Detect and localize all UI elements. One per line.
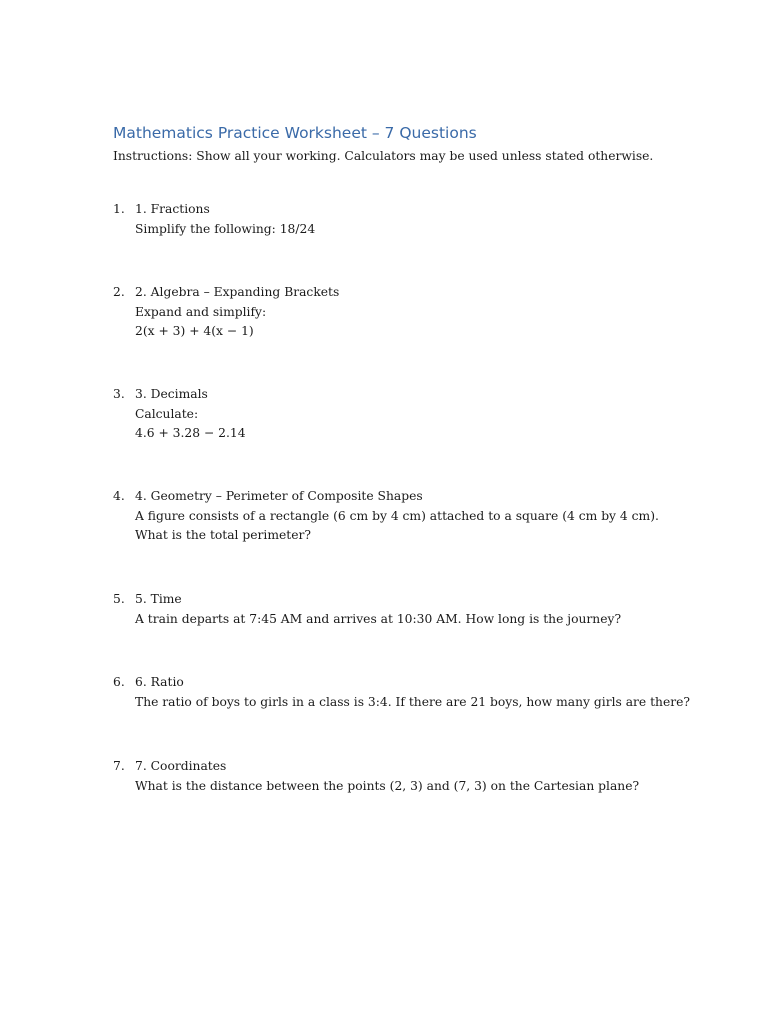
worksheet-instructions: Instructions: Show all your working. Calculators may be used unless stated otherwise. [113, 149, 654, 163]
question-body [135, 757, 755, 796]
question-number: 7. [113, 759, 125, 773]
worksheet-title: Mathematics Practice Worksheet – 7 Questions [113, 124, 477, 142]
question-heading: 2. Algebra – Expanding Brackets [135, 285, 340, 299]
question-heading: 4. Geometry – Perimeter of Composite Shapes [135, 489, 423, 503]
question-number: 5. [113, 592, 125, 606]
question-body [135, 590, 755, 629]
question-text: Calculate: [135, 406, 199, 421]
question-heading: 6. Ratio [135, 675, 184, 689]
question-number: 4. [113, 489, 125, 503]
question-text: Simplify the following: 18/24 [135, 221, 316, 236]
question-text: What is the distance between the points (2, 3) and (7, 3) on the Cartesian plane? [135, 778, 640, 793]
question-body [135, 283, 755, 342]
question-text: The ratio of boys to girls in a class is 3:4. If there are 21 boys, how many girls are there? [135, 694, 691, 709]
question-body [135, 487, 755, 546]
question-text: A figure consists of a rectangle (6 cm by 4 cm) attached to a square (4 cm by 4 cm). [135, 508, 659, 523]
question-body [135, 200, 755, 239]
question-heading: 3. Decimals [135, 387, 208, 401]
question-number: 1. [113, 202, 125, 216]
question-expression: 4.6 + 3.28 − 2.14 [135, 426, 246, 440]
question-text: What is the total perimeter? [135, 528, 311, 542]
question-text: A train departs at 7:45 AM and arrives at 10:30 AM. How long is the journey? [135, 611, 622, 626]
question-number: 2. [113, 285, 125, 299]
question-heading: 5. Time [135, 592, 182, 606]
question-text: Expand and simplify: [135, 304, 267, 319]
question-expression: 2(x + 3) + 4(x − 1) [135, 324, 254, 338]
question-number: 3. [113, 387, 125, 401]
question-body [135, 673, 755, 712]
question-heading: 1. Fractions [135, 202, 210, 216]
question-heading: 7. Coordinates [135, 759, 227, 773]
question-body [135, 385, 755, 444]
question-number: 6. [113, 675, 125, 689]
